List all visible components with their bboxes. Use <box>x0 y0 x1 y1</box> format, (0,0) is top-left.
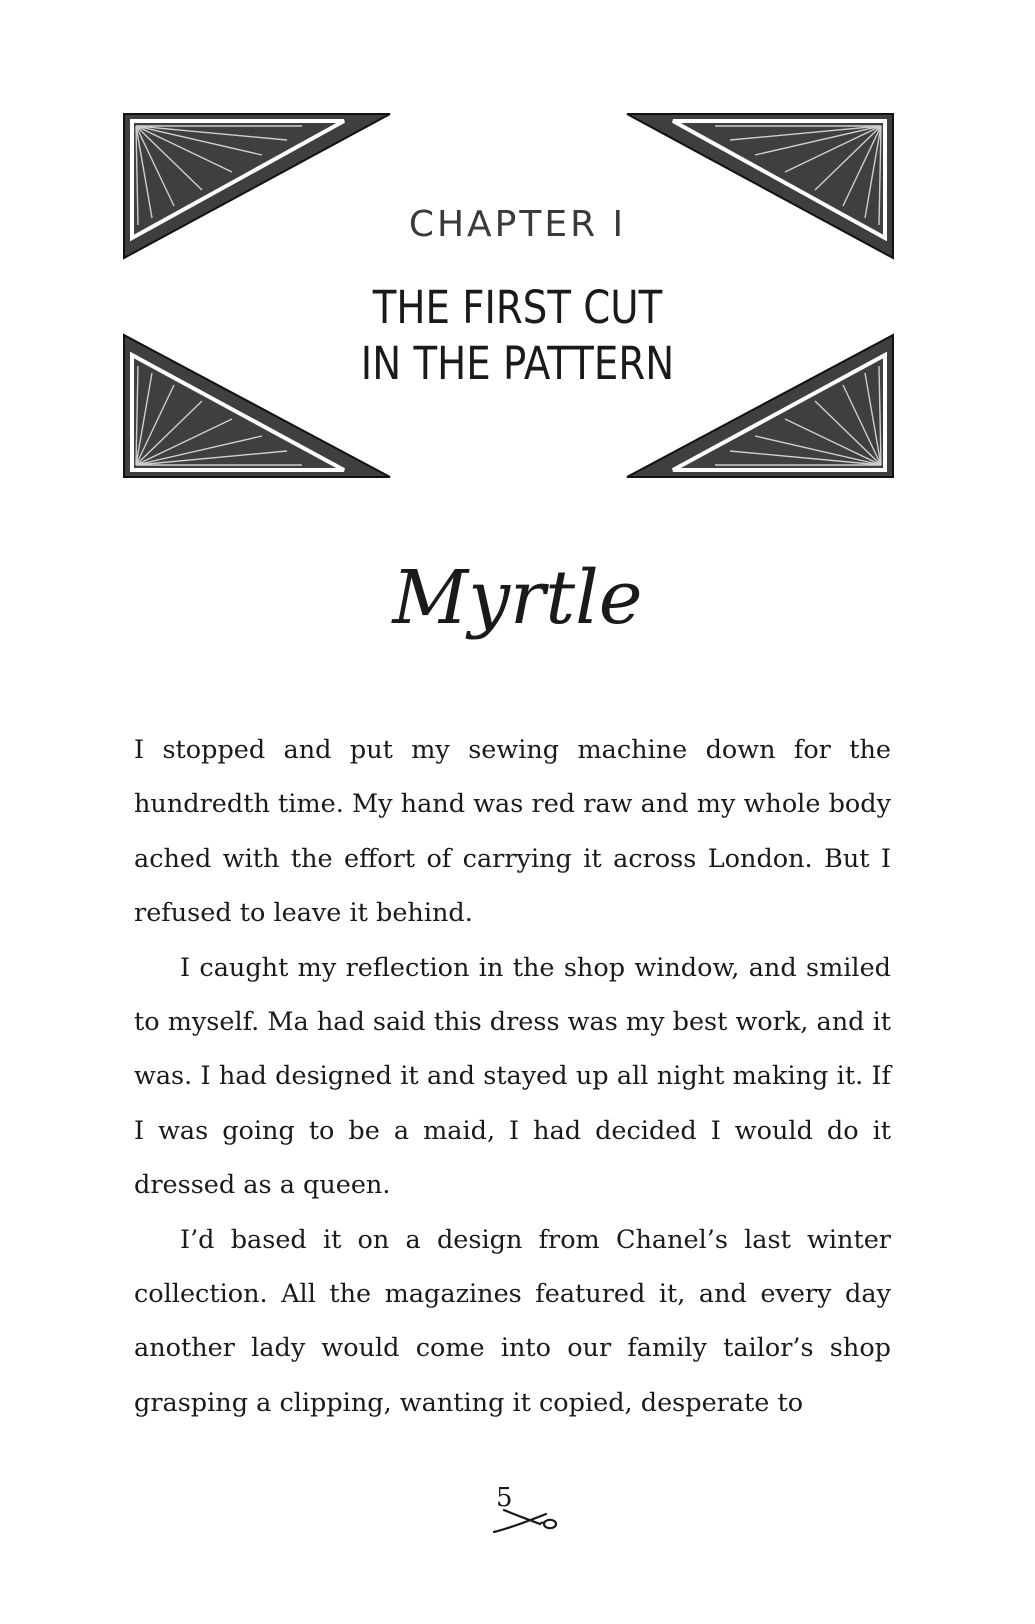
chapter-label: CHAPTER I <box>408 204 627 245</box>
paragraph: I’d based it on a design from Chanel’s last winter collection. All the magazines featured it, and every day another lady would come into our family tailor’s shop grasping a clipping, wanting it copied, desperate to <box>134 1224 891 1418</box>
chapter-title <box>72 280 962 392</box>
paragraph: I caught my reflection in the shop window, and smiled to myself. Ma had said this dress was my best work, and it was. I had designed it and stayed up all night making it. If I was going to be a maid, I had decided I would do it dressed as a queen. <box>134 952 891 1201</box>
chapter-title-line-1: THE FIRST CUT <box>372 281 663 334</box>
scissors-icon <box>490 1502 570 1542</box>
narrator-name: Myrtle <box>392 555 643 641</box>
paragraph: I stopped and put my sewing machine down for the hundredth time. My hand was red raw and my whole body ached with the effort of carrying it across London. But I refused to leave it behind. <box>134 735 891 929</box>
chapter-title-line-2: IN THE PATTERN <box>360 337 675 390</box>
body-text <box>134 723 891 1430</box>
page-number: 5 <box>496 1483 513 1513</box>
